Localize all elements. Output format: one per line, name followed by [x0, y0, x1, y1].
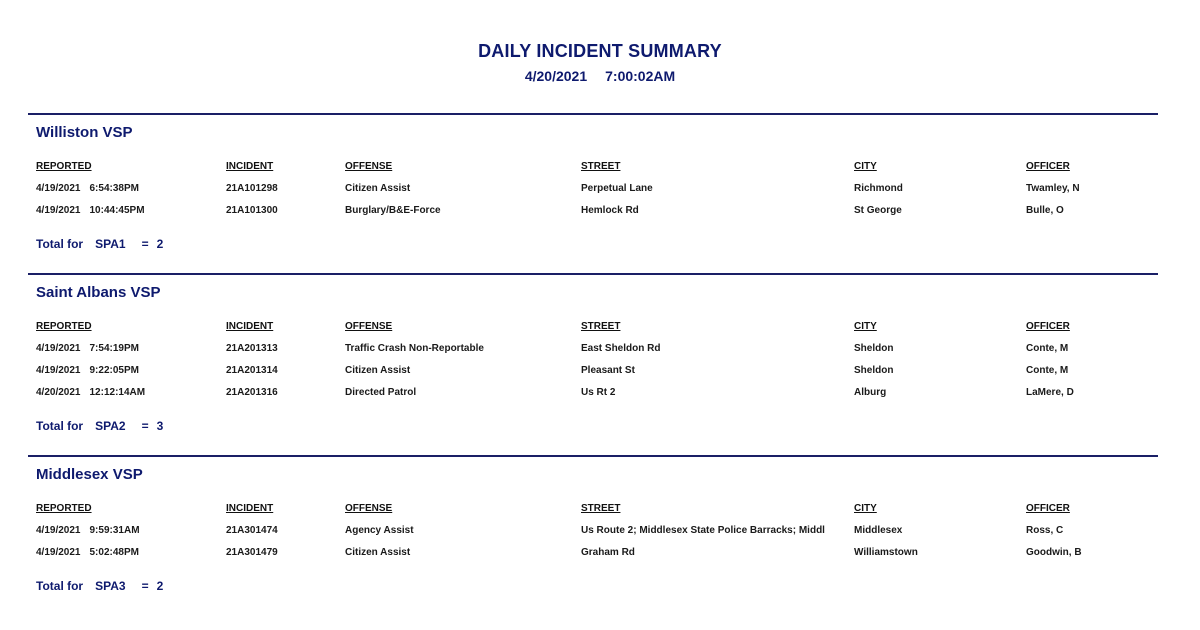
reported-date: 4/19/2021 — [36, 343, 81, 354]
col-header-incident: INCIDENT — [226, 161, 274, 172]
cell-offense: Agency Assist — [345, 525, 414, 536]
cell-officer: Bulle, O — [1026, 205, 1064, 216]
cell-offense: Citizen Assist — [345, 183, 411, 194]
reported-time: 7:54:19PM — [89, 343, 139, 354]
reported-time: 5:02:48PM — [89, 547, 139, 558]
section-divider — [28, 455, 1158, 457]
col-header-offense: OFFENSE — [345, 321, 393, 332]
col-header-incident: INCIDENT — [226, 321, 274, 332]
report-time: 7:00:02AM — [605, 68, 676, 84]
cell-street: Us Rt 2 — [581, 387, 616, 398]
total-count: 3 — [156, 419, 164, 433]
section-title: Middlesex VSP — [36, 466, 143, 483]
col-header-reported: REPORTED — [36, 321, 92, 332]
col-header-officer: OFFICER — [1026, 503, 1070, 514]
total-count: 2 — [156, 237, 164, 251]
col-header-street: STREET — [581, 161, 621, 172]
total-label: Total for — [36, 419, 84, 433]
cell-city: St George — [854, 205, 902, 216]
cell-offense: Directed Patrol — [345, 387, 417, 398]
cell-city: Sheldon — [854, 365, 894, 376]
reported-date: 4/19/2021 — [36, 365, 81, 376]
cell-incident: 21A201314 — [226, 365, 278, 376]
cell-offense: Burglary/B&E-Force — [345, 205, 441, 216]
reported-time: 9:59:31AM — [89, 525, 140, 536]
col-header-incident: INCIDENT — [226, 503, 274, 514]
reported-date: 4/19/2021 — [36, 547, 81, 558]
cell-city: Sheldon — [854, 343, 894, 354]
cell-city: Richmond — [854, 183, 903, 194]
total-count: 2 — [156, 579, 164, 593]
total-equals: = — [141, 579, 149, 593]
report-title: DAILY INCIDENT SUMMARY — [478, 41, 722, 61]
col-header-offense: OFFENSE — [345, 503, 393, 514]
reported-time: 9:22:05PM — [89, 365, 139, 376]
cell-officer: LaMere, D — [1026, 387, 1074, 398]
section-divider — [28, 113, 1158, 115]
cell-officer: Goodwin, B — [1026, 547, 1082, 558]
reported-date: 4/19/2021 — [36, 183, 81, 194]
col-header-reported: REPORTED — [36, 503, 92, 514]
cell-incident: 21A201316 — [226, 387, 278, 398]
total-spa: SPA1 — [95, 237, 126, 251]
col-header-reported: REPORTED — [36, 161, 92, 172]
cell-incident: 21A101300 — [226, 205, 278, 216]
total-equals: = — [141, 419, 149, 433]
cell-city: Middlesex — [854, 525, 903, 536]
cell-street: East Sheldon Rd — [581, 343, 661, 354]
cell-officer: Twamley, N — [1026, 183, 1080, 194]
cell-offense: Citizen Assist — [345, 365, 411, 376]
cell-officer: Conte, M — [1026, 365, 1069, 376]
reported-date: 4/19/2021 — [36, 525, 81, 536]
cell-reported — [36, 525, 221, 536]
cell-street: Hemlock Rd — [581, 205, 639, 216]
cell-offense: Citizen Assist — [345, 547, 411, 558]
col-header-officer: OFFICER — [1026, 321, 1070, 332]
report-datetime — [0, 68, 1200, 84]
cell-street: Graham Rd — [581, 547, 635, 558]
cell-incident: 21A201313 — [226, 343, 278, 354]
cell-reported — [36, 205, 221, 216]
cell-officer: Ross, C — [1026, 525, 1064, 536]
section-divider — [28, 273, 1158, 275]
cell-officer: Conte, M — [1026, 343, 1069, 354]
reported-time: 10:44:45PM — [89, 205, 145, 216]
section-title: Williston VSP — [36, 124, 133, 141]
section-total — [36, 579, 163, 593]
reported-time: 12:12:14AM — [89, 387, 146, 398]
cell-street: Perpetual Lane — [581, 183, 653, 194]
section-total — [36, 237, 163, 251]
reported-date: 4/19/2021 — [36, 205, 81, 216]
reported-time: 6:54:38PM — [89, 183, 139, 194]
cell-incident: 21A301474 — [226, 525, 278, 536]
cell-incident: 21A101298 — [226, 183, 278, 194]
cell-incident: 21A301479 — [226, 547, 278, 558]
cell-reported — [36, 547, 221, 558]
col-header-officer: OFFICER — [1026, 161, 1070, 172]
cell-reported — [36, 365, 221, 376]
total-spa: SPA2 — [95, 419, 126, 433]
col-header-street: STREET — [581, 503, 621, 514]
col-header-offense: OFFENSE — [345, 161, 393, 172]
section-total — [36, 419, 163, 433]
cell-street: Us Route 2; Middlesex State Police Barracks; Middl — [581, 525, 825, 536]
total-spa: SPA3 — [95, 579, 126, 593]
cell-street: Pleasant St — [581, 365, 635, 376]
cell-city: Alburg — [854, 387, 887, 398]
reported-date: 4/20/2021 — [36, 387, 81, 398]
col-header-city: CITY — [854, 503, 877, 514]
cell-city: Williamstown — [854, 547, 918, 558]
report-date: 4/20/2021 — [524, 68, 588, 84]
col-header-street: STREET — [581, 321, 621, 332]
total-label: Total for — [36, 237, 84, 251]
total-label: Total for — [36, 579, 84, 593]
cell-reported — [36, 343, 221, 354]
col-header-city: CITY — [854, 321, 877, 332]
col-header-city: CITY — [854, 161, 877, 172]
cell-offense: Traffic Crash Non-Reportable — [345, 343, 484, 354]
cell-reported — [36, 183, 221, 194]
cell-reported — [36, 387, 221, 398]
section-title: Saint Albans VSP — [36, 284, 161, 301]
total-equals: = — [141, 237, 149, 251]
